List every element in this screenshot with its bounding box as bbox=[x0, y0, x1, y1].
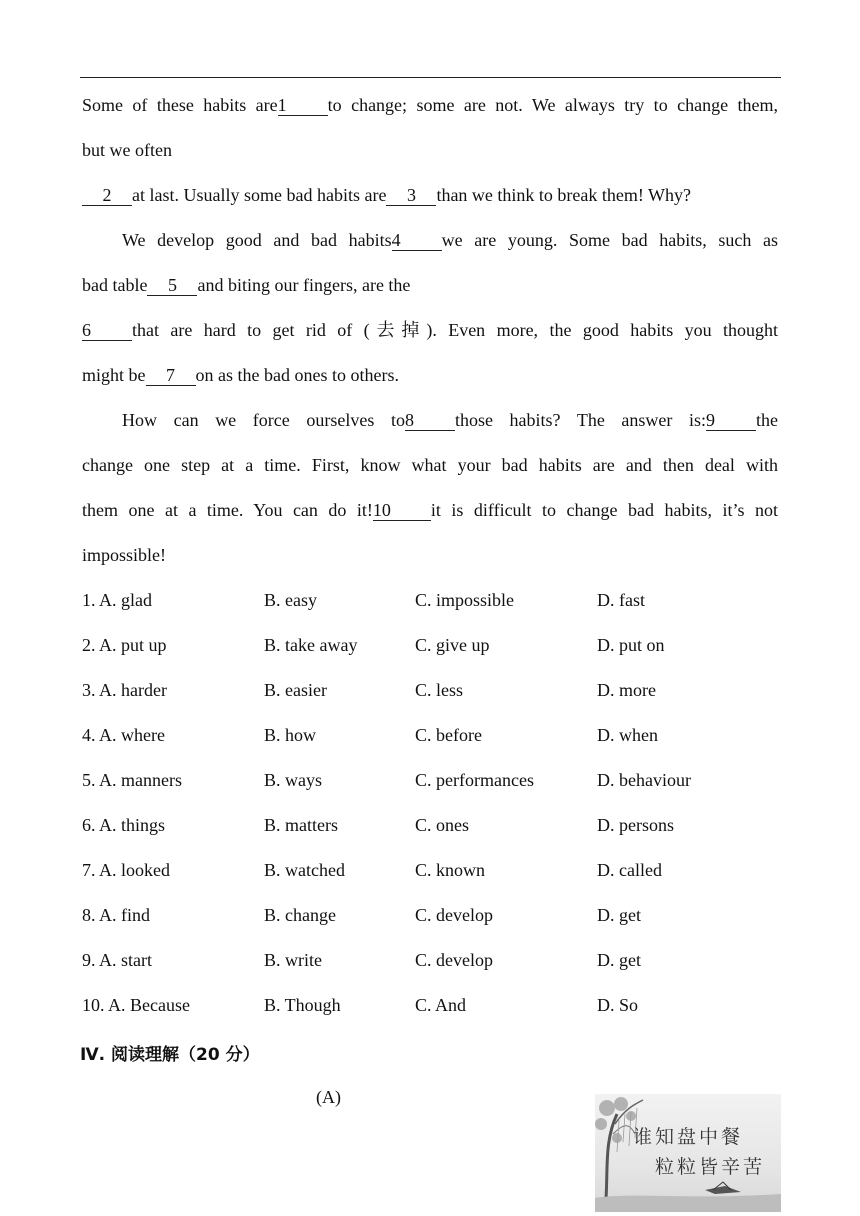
question-10-option-c: C. And bbox=[415, 995, 467, 1015]
blank-1: 1 bbox=[278, 95, 328, 116]
header-rule bbox=[80, 77, 781, 78]
question-3-option-b: B. easier bbox=[264, 680, 327, 700]
question-2-option-c: C. give up bbox=[415, 635, 490, 655]
passage-line-5: bad table 5 and biting our fingers, are the bbox=[82, 275, 411, 295]
blank-8: 8 bbox=[405, 410, 455, 431]
passage-line-3: 2 at last. Usually some bad habits are 3 than we think to break them! Why? bbox=[82, 183, 691, 207]
question-9-option-c: C. develop bbox=[415, 950, 493, 970]
question-7-option-c: C. known bbox=[415, 860, 486, 880]
blank-4: 4 bbox=[392, 230, 442, 251]
question-3-option-c: C. less bbox=[415, 680, 464, 700]
question-10-option-a: 10. A. Because bbox=[82, 995, 190, 1015]
question-6-option-b: B. matters bbox=[264, 815, 338, 835]
question-9-option-b: B. write bbox=[264, 950, 322, 970]
question-9-option-d: D. get bbox=[597, 950, 641, 970]
question-5-option-b: B. ways bbox=[264, 770, 322, 790]
question-2-option-d: D. put on bbox=[597, 635, 665, 655]
poem-line-1: 谁知盘中餐 bbox=[633, 1126, 744, 1148]
blank-9: 9 bbox=[706, 410, 756, 431]
question-2-option-b: B. take away bbox=[264, 635, 358, 655]
passage-line-8: How can we force ourselves to8 those habits? The answer is:9 the bbox=[122, 410, 778, 430]
question-5-option-a: 5. A. manners bbox=[82, 770, 182, 790]
blank-2: 2 bbox=[82, 185, 132, 206]
passage-line-2: but we often bbox=[82, 140, 172, 160]
question-9-option-a: 9. A. start bbox=[82, 950, 152, 970]
blank-10: 10 bbox=[373, 500, 431, 521]
question-4-option-a: 4. A. where bbox=[82, 725, 165, 745]
question-8-option-b: B. change bbox=[264, 905, 336, 925]
question-3-option-a: 3. A. harder bbox=[82, 680, 167, 700]
question-4-option-d: D. when bbox=[597, 725, 658, 745]
question-5-option-d: D. behaviour bbox=[597, 770, 691, 790]
question-7-option-a: 7. A. looked bbox=[82, 860, 170, 880]
question-7-option-b: B. watched bbox=[264, 860, 345, 880]
question-1-option-c: C. impossible bbox=[415, 590, 515, 610]
question-6-option-a: 6. A. things bbox=[82, 815, 166, 835]
question-8-option-a: 8. A. find bbox=[82, 905, 151, 925]
blank-6: 6 bbox=[82, 320, 132, 341]
question-1-option-a: 1. A. glad bbox=[82, 590, 152, 610]
poem-image bbox=[595, 1094, 781, 1212]
question-2-option-a: 2. A. put up bbox=[82, 635, 167, 655]
poem-line-2: 粒粒皆辛苦 bbox=[655, 1156, 766, 1178]
question-1-option-d: D. fast bbox=[597, 590, 645, 610]
question-10-option-d: D. So bbox=[597, 995, 639, 1015]
question-5-option-c: C. performances bbox=[415, 770, 534, 790]
question-8-option-d: D. get bbox=[597, 905, 641, 925]
question-6-option-c: C. ones bbox=[415, 815, 469, 835]
section-title: Ⅳ. 阅读理解（20 分） bbox=[80, 1045, 260, 1065]
blank-3: 3 bbox=[386, 185, 436, 206]
question-8-option-c: C. develop bbox=[415, 905, 493, 925]
passage-line-4: We develop good and bad habits4 we are young. Some bad habits, such as bbox=[122, 230, 779, 250]
passage-line-1: Some of these habits are1 to change; some are not. We always try to change them, bbox=[82, 95, 778, 115]
passage-line-11: impossible! bbox=[82, 545, 166, 565]
passage-line-7: might be 7 on as the bad ones to others. bbox=[82, 365, 399, 385]
passage-line-6: 6 that are hard to get rid of (去掉). Even more, the good habits you thought bbox=[82, 320, 778, 340]
question-10-option-b: B. Though bbox=[264, 995, 341, 1015]
question-7-option-d: D. called bbox=[597, 860, 662, 880]
question-6-option-d: D. persons bbox=[597, 815, 674, 835]
question-1-option-b: B. easy bbox=[264, 590, 317, 610]
blank-5: 5 bbox=[147, 275, 197, 296]
question-4-option-c: C. before bbox=[415, 725, 482, 745]
blank-7: 7 bbox=[146, 365, 196, 386]
question-3-option-d: D. more bbox=[597, 680, 656, 700]
passage-line-9: change one step at a time. First, know what your bad habits are and then deal with bbox=[82, 455, 778, 475]
question-4-option-b: B. how bbox=[264, 725, 317, 745]
section-subtitle: (A) bbox=[316, 1087, 341, 1107]
passage-line-10: them one at a time. You can do it!10 it is difficult to change bad habits, it’s not bbox=[82, 500, 778, 520]
